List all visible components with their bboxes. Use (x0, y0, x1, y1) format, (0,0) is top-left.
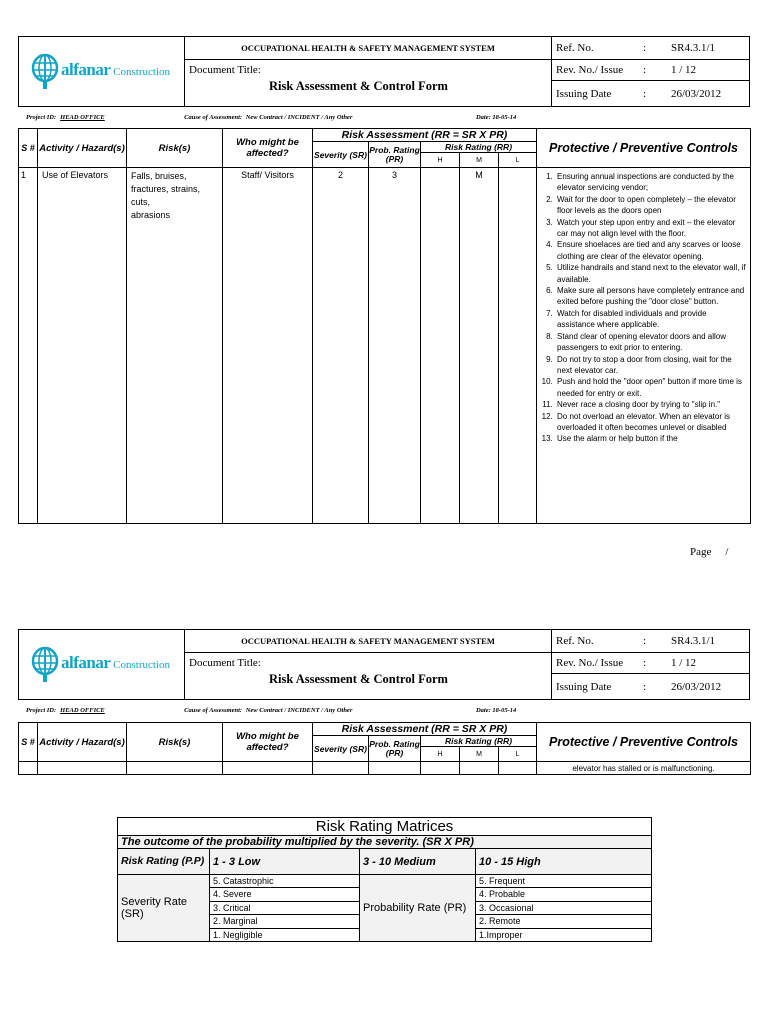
rating-low: 1 - 3 Low (210, 849, 360, 875)
severity-level: 2. Marginal (210, 915, 359, 928)
cause-value: New Contract / INCIDENT / Any Other (245, 114, 353, 121)
rev-value: 1 / 12 (669, 60, 750, 81)
control-item: 3. Watch your step upon entry and exit – the elevator car may not align level with the floor. (555, 217, 746, 240)
risk-line: abrasions (131, 210, 171, 220)
ref-value: SR4.3.1/1 (669, 37, 750, 60)
row-rr-m: M (460, 168, 499, 524)
row-severity: 2 (313, 168, 369, 524)
col-activity: Activity / Hazard(s) (38, 723, 127, 762)
issue-colon: : (643, 81, 669, 107)
issue-label: Issuing Date (552, 674, 644, 700)
probability-levels (476, 875, 652, 942)
project-info-line (18, 707, 516, 714)
col-rr-h: H (421, 153, 460, 168)
col-rr-l: L (499, 153, 537, 168)
col-severity: Severity (SR) (313, 142, 369, 168)
row-prob: 3 (369, 168, 421, 524)
logo-sub-text: Construction (113, 66, 170, 78)
col-rr-m: M (460, 747, 499, 762)
col-risk-assessment: Risk Assessment (RR = SR X PR) (313, 723, 537, 736)
row-rr-l (499, 168, 537, 524)
issue-colon: : (643, 674, 669, 700)
project-label: Project ID: (26, 707, 57, 714)
risk-line: Falls, bruises, (131, 171, 187, 181)
control-item: 12. Do not overload an elevator. When an elevator is overloaded it often becomes unlevel or disabled (555, 411, 746, 434)
cause-label: Cause of Assessment: (184, 114, 243, 121)
document-title: Risk Assessment & Control Form (269, 672, 448, 686)
severity-level: 5. Catastrophic (210, 875, 359, 888)
risk-line: cuts, (131, 197, 151, 207)
document-title-cell (185, 60, 552, 107)
col-risks: Risk(s) (127, 723, 223, 762)
logo-cell (19, 630, 185, 700)
project-info-line (18, 114, 516, 121)
logo-main-text: alfanar (61, 60, 111, 79)
col-risk-assessment: Risk Assessment (RR = SR X PR) (313, 129, 537, 142)
matrix-title: Risk Rating Matrices (118, 818, 652, 836)
assessment-date: Date: 18-05-14 (475, 114, 517, 121)
globe-logo-icon (31, 642, 59, 684)
document-title: Risk Assessment & Control Form (269, 79, 448, 93)
risk-line: fractures, strains, (131, 184, 201, 194)
col-sn: S # (19, 723, 38, 762)
col-rr-h: H (421, 747, 460, 762)
control-item: 1. Ensuring annual inspections are conducted by the elevator servicing vendor; (555, 171, 746, 194)
control-item: 9. Do not try to stop a door from closing, wait for the next elevator car. (555, 354, 746, 377)
document-title-label: Document Title: (189, 64, 261, 76)
col-sn: S # (19, 129, 38, 168)
control-item: 11. Never race a closing door by trying to "slip in." (555, 399, 746, 410)
ref-colon: : (643, 37, 669, 60)
probability-level: 2. Remote (476, 915, 651, 928)
ref-colon: : (643, 630, 669, 653)
probability-level: 3. Occasional (476, 902, 651, 915)
project-value: HEAD OFFICE (60, 707, 105, 714)
issue-label: Issuing Date (552, 81, 644, 107)
rev-label: Rev. No./ Issue (552, 653, 644, 674)
issue-value: 26/03/2012 (669, 81, 750, 107)
document-header-page-2 (18, 629, 750, 700)
table-row (19, 168, 751, 524)
col-severity: Severity (SR) (313, 736, 369, 762)
control-item: 8. Stand clear of opening elevator doors and allow passengers to exit prior to entering. (555, 331, 746, 354)
probability-level: 4. Probable (476, 888, 651, 901)
logo-sub-text: Construction (113, 659, 170, 671)
probability-rate-label: Probability Rate (PR) (360, 875, 476, 942)
control-item: 2. Wait for the door to open completely – the elevator floor levels as the doors open (555, 194, 746, 217)
col-activity: Activity / Hazard(s) (38, 129, 127, 168)
issue-value: 26/03/2012 (669, 674, 750, 700)
rev-label: Rev. No./ Issue (552, 60, 644, 81)
table-row (19, 762, 751, 775)
col-rr-m: M (460, 153, 499, 168)
ref-value: SR4.3.1/1 (669, 630, 750, 653)
document-header (18, 36, 750, 107)
col-prob: Prob. Rating (PR) (369, 142, 421, 168)
severity-level: 3. Critical (210, 902, 359, 915)
row-sn: 1 (19, 168, 38, 524)
system-name: OCCUPATIONAL HEALTH & SAFETY MANAGEMENT SYSTEM (185, 37, 552, 60)
row-activity: Use of Elevators (38, 168, 127, 524)
col-risk-rating: Risk Rating (RR) (421, 736, 537, 747)
control-item: 10. Push and hold the "door open" button if more time is needed for entry or exit. (555, 376, 746, 399)
severity-level: 4. Severe (210, 888, 359, 901)
project-label: Project ID: (26, 114, 57, 121)
rating-medium: 3 - 10 Medium (360, 849, 476, 875)
col-who: Who might be affected? (223, 723, 313, 762)
row-who: Staff/ Visitors (223, 168, 313, 524)
assessment-date: Date: 18-05-14 (475, 707, 517, 714)
alfanar-logo (31, 41, 191, 101)
controls-list (537, 171, 746, 445)
row-controls (537, 168, 751, 524)
ref-label: Ref. No. (552, 37, 644, 60)
globe-logo-icon (31, 49, 59, 91)
row-risks (127, 168, 223, 524)
probability-level: 1.Improper (479, 929, 523, 940)
control-item: 13. Use the alarm or help button if the (555, 433, 746, 444)
rating-label: Risk Rating (P.P) (118, 849, 210, 875)
risk-rating-matrix (117, 817, 652, 942)
page-slash: / (725, 546, 729, 558)
col-who: Who might be affected? (223, 129, 313, 168)
col-risks: Risk(s) (127, 129, 223, 168)
document-title-cell (185, 653, 552, 700)
risk-assessment-table (18, 128, 751, 524)
control-item: 5. Utilize handrails and stand next to the elevator wall, if available. (555, 262, 746, 285)
matrix-subtitle: The outcome of the probability multiplied by the severity. (SR X PR) (118, 836, 652, 849)
logo-cell (19, 37, 185, 107)
severity-levels (210, 875, 360, 942)
severity-rate-label: Severity Rate (SR) (118, 875, 210, 942)
system-name: OCCUPATIONAL HEALTH & SAFETY MANAGEMENT SYSTEM (185, 630, 552, 653)
col-rr-l: L (499, 747, 537, 762)
cause-value: New Contract / INCIDENT / Any Other (245, 707, 353, 714)
alfanar-logo (31, 634, 191, 694)
control-item: 4. Ensure shoelaces are tied and any scarves or loose clothing are clear of the elevator opening. (555, 239, 746, 262)
severity-level: 1. Negligible (213, 929, 263, 940)
col-controls: Protective / Preventive Controls (537, 129, 751, 168)
control-item: 7. Watch for disabled individuals and provide assistance where applicable. (555, 308, 746, 331)
continuation-text: elevator has stalled or is malfunctioning. (537, 762, 751, 775)
col-risk-rating: Risk Rating (RR) (421, 142, 537, 153)
row-rr-h (421, 168, 460, 524)
probability-level: 5. Frequent (476, 875, 651, 888)
page-label: Page (690, 546, 712, 558)
project-value: HEAD OFFICE (60, 114, 105, 121)
risk-assessment-table-page-2 (18, 722, 751, 775)
rev-value: 1 / 12 (669, 653, 750, 674)
rev-colon: : (643, 653, 669, 674)
logo-main-text: alfanar (61, 653, 111, 672)
col-controls: Protective / Preventive Controls (537, 723, 751, 762)
rev-colon: : (643, 60, 669, 81)
rating-high: 10 - 15 High (476, 849, 652, 875)
ref-label: Ref. No. (552, 630, 644, 653)
page-number (690, 546, 728, 558)
control-item: 6. Make sure all persons have completely entrance and exited before pushing the "door close" button. (555, 285, 746, 308)
document-title-label: Document Title: (189, 657, 261, 669)
cause-label: Cause of Assessment: (184, 707, 243, 714)
col-prob: Prob. Rating (PR) (369, 736, 421, 762)
